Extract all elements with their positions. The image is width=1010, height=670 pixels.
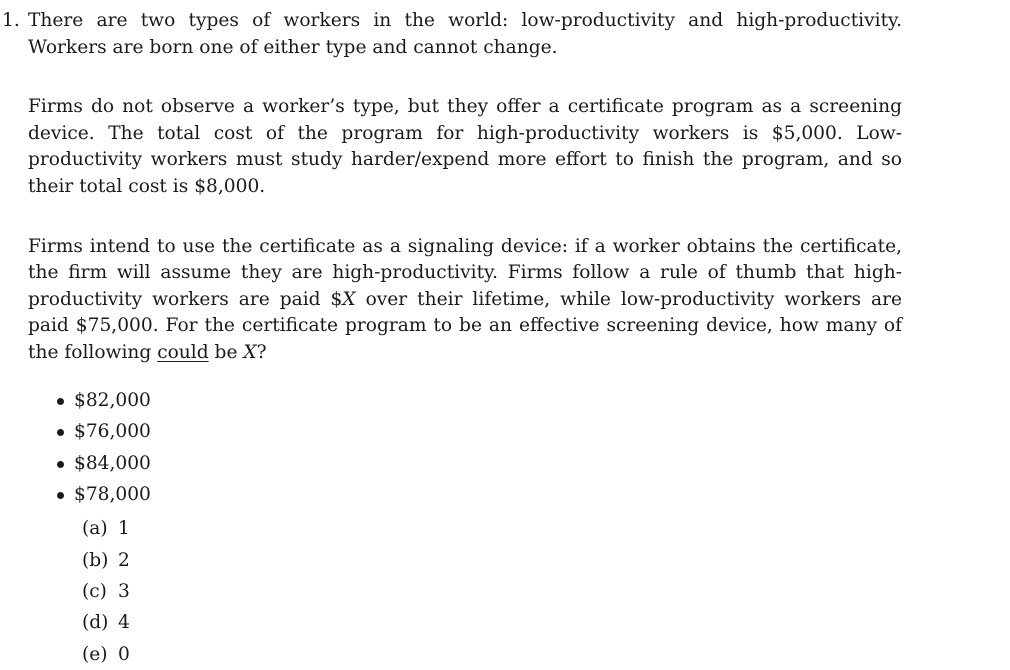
choice-value: 3 xyxy=(118,580,130,602)
answer-choice-c[interactable] xyxy=(82,576,902,607)
signaling-text-1: Firms intend to use the certificate as a signaling device: if a worker obtains the certificate, the firm will assume they are high-productivity. Firms follow a rule of thumb that high-productivity workers are paid $ xyxy=(28,235,902,310)
salary-option xyxy=(52,385,902,416)
answer-choices xyxy=(82,513,902,669)
bullet-icon xyxy=(57,429,64,436)
problem-1 xyxy=(2,8,902,670)
choice-label: (c) xyxy=(82,580,107,602)
salary-option-text: $84,000 xyxy=(74,452,151,474)
salary-option-text: $76,000 xyxy=(74,421,151,443)
answer-choice-b[interactable] xyxy=(82,545,902,576)
salary-option xyxy=(52,448,902,479)
signaling-text-2: over their lifetime, while low-productivity workers are paid $75,000. For the certificate program to be an effective screening device, how many of the following xyxy=(28,288,903,363)
choice-label: (d) xyxy=(82,612,109,634)
emphasis-could: could xyxy=(157,341,209,363)
choice-value: 4 xyxy=(118,612,130,634)
intro-paragraph: There are two types of workers in the world: low-productivity and high-productivity. Workers are born one of either type and cannot change. xyxy=(28,10,902,58)
bullet-icon xyxy=(57,461,64,468)
choice-value: 2 xyxy=(118,549,130,571)
signaling-paragraph xyxy=(28,234,902,367)
salary-option-text: $78,000 xyxy=(74,484,151,506)
choice-value: 0 xyxy=(118,643,130,665)
salary-option-text: $82,000 xyxy=(74,390,151,412)
question-mark: ? xyxy=(256,341,267,363)
answer-choice-d[interactable] xyxy=(82,607,902,638)
answer-choice-e[interactable] xyxy=(82,639,902,670)
choice-label: (e) xyxy=(82,643,108,665)
variable-x: X xyxy=(342,288,356,310)
salary-option xyxy=(52,479,902,510)
choice-value: 1 xyxy=(118,518,130,540)
signaling-text-3: be xyxy=(208,341,244,363)
choice-label: (b) xyxy=(82,549,109,571)
answer-choice-a[interactable] xyxy=(82,513,902,544)
variable-x-2: X xyxy=(243,341,257,363)
choice-label: (a) xyxy=(82,518,108,540)
bullet-icon xyxy=(57,398,64,405)
question-number: 1. xyxy=(2,10,20,31)
salary-options-list xyxy=(52,385,902,510)
certificate-paragraph: Firms do not observe a worker’s type, but they offer a certificate program as a screening device. The total cost of the program for high-productivity workers is $5,000. Low-productivity workers must study harder/expend more effort to finish the program, and so their total cost is $8,000. xyxy=(28,96,902,197)
salary-option xyxy=(52,416,902,447)
bullet-icon xyxy=(57,492,64,499)
